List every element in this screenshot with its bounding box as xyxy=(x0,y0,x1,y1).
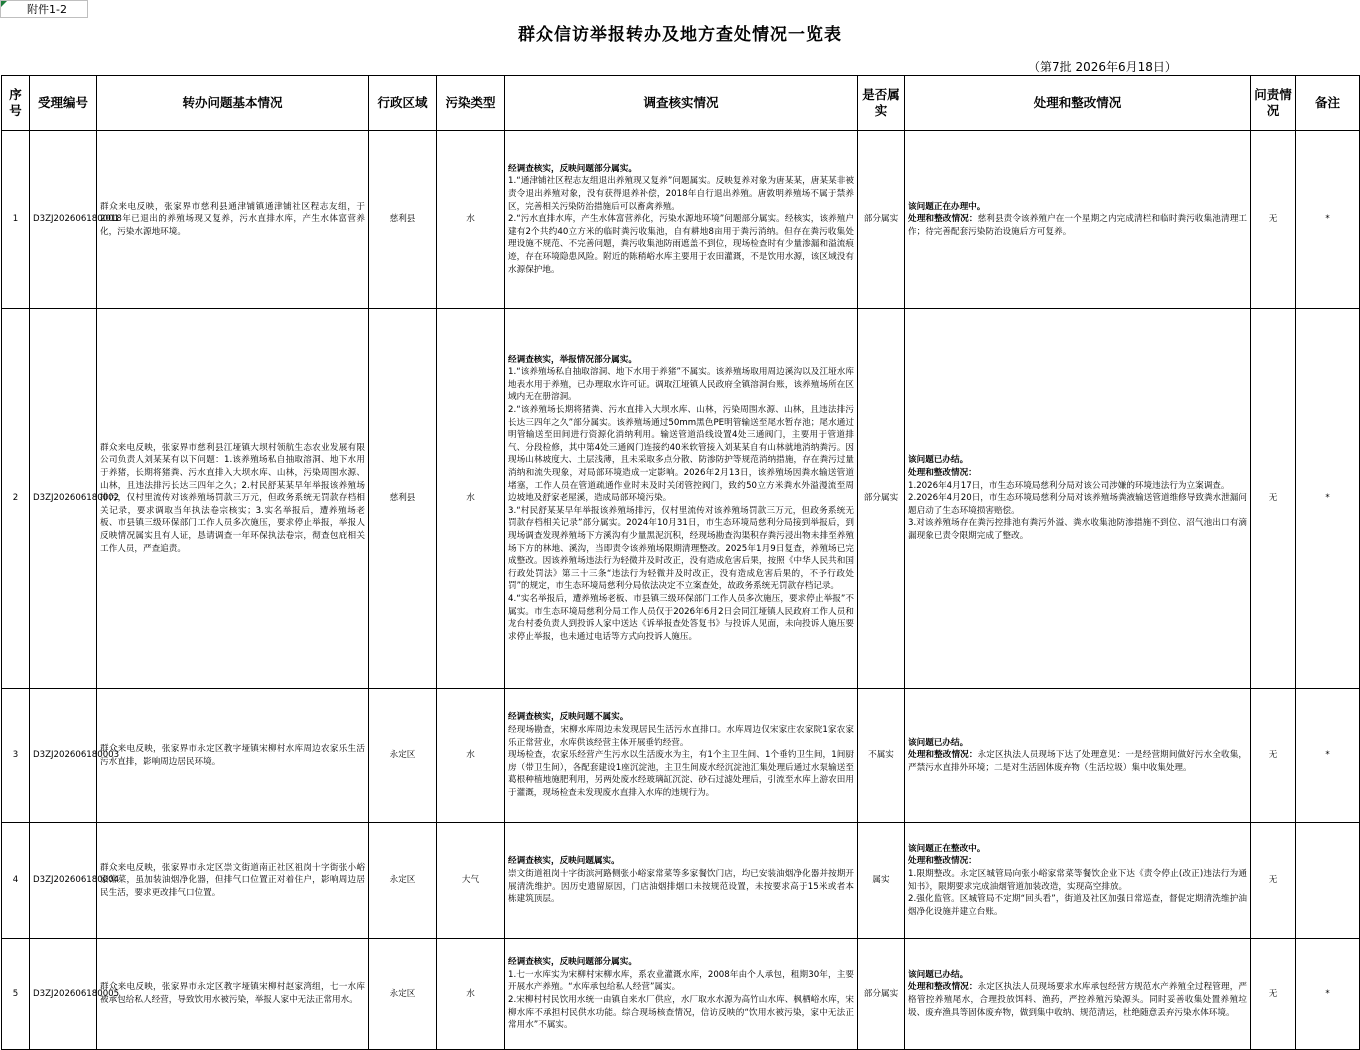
header-pollution: 污染类型 xyxy=(437,76,505,131)
handling-body: 永定区执法人员现场要求水库承包经营方规范水产养殖全过程管理，严格管控养殖尾水，合理投放饵料、渔药，严控养殖污染源头。同时妥善收集处置养殖垃圾、废弃渔具等固体废弃物，做到集中收纳、规范清运，杜绝随意丢弃污染水体环境。 xyxy=(908,982,1247,1018)
issue-cell[interactable]: 群众来电反映，张家界市永定区教字垭镇宋柳村赵家湾组，七一水库被承包给私人经营，导致饮用水被污染，举报人家中无法正常用水。 xyxy=(97,939,369,1050)
handling-text xyxy=(908,981,1247,1019)
handling-cell[interactable] xyxy=(905,689,1251,823)
pollution-cell[interactable]: 水 xyxy=(437,689,505,823)
header-row xyxy=(2,76,1360,131)
handling-cell[interactable] xyxy=(905,823,1251,939)
region-cell[interactable]: 永定区 xyxy=(369,939,437,1050)
investigation-text: 4.“实名举报后，遭养殖场老板、市县镇三级环保部门工作人员多次施压，要求停止举报”不属实。市生态环境局慈利分局工作人员仅于2026年6月2日会同江垭镇人民政府工作人员和龙台村委负责人到投诉人家中送达《诉举报查处答复书》与投诉人见面，未向投诉人施压要求停止举报，也未通过电话等方式向投诉人施压。 xyxy=(508,593,854,642)
seq-cell[interactable]: 3 xyxy=(2,689,30,823)
pollution-cell[interactable]: 水 xyxy=(437,131,505,309)
seq-cell[interactable]: 2 xyxy=(2,309,30,689)
investigation-text: 2.宋柳村村民饮用水统一由镇自来水厂供应，水厂取水水源为高竹山水库、枫栖峪水库，宋柳水库不承担村民供水功能。综合现场核查情况，信访反映的“饮用水被污染，家中无法正常用水”不属实。 xyxy=(508,995,854,1031)
issue-cell[interactable]: 群众来电反映，张家界市慈利县江垭镇大坝村领航生态农业发展有限公司负责人刘某某有以下问题：1.该养殖场私自抽取溶洞、地下水用于养猪，长期将猪粪、污水直排入大坝水库、山林，污染周围水源、山林，且违法排污长达三四年之久；2.村民舒某某早年举报该养殖场排污，仅村里流传对该养殖场罚款三万元，但政务系统无罚款存档相关记录，要求调取当年执法卷宗核实；3.实名举报后，遭养殖场老板、市县镇三级环保部门工作人员多次施压，要求停止举报，举报人反映情况属实且有人证，恳请调查一年环保执法卷宗，彻查包庇相关工作人员，严查追责。 xyxy=(97,309,369,689)
verified-cell[interactable]: 属实 xyxy=(858,823,905,939)
header-handling: 处理和整改情况 xyxy=(905,76,1251,131)
handling-body: 慈利县责令该养殖户在一个星期之内完成清栏和临时粪污收集池清理工作；待完善配套污染防治设施后方可复养。 xyxy=(908,214,1247,237)
remarks-cell[interactable]: * xyxy=(1296,939,1360,1050)
handling-label: 处理和整改情况： xyxy=(908,468,977,479)
investigation-text: 1.“通津铺社区程志友组退出养殖现又复养”问题属实。反映复养对象为唐某某，唐某某非被责令退出养殖对象，没有获得退养补偿，2018年自行退出养殖。唐敦明养殖场不属于禁养区，完善相关污染防治措施后可以畜禽养殖。 xyxy=(508,176,854,212)
id-cell[interactable]: D3ZJ202606180003 xyxy=(30,689,97,823)
investigation-head: 经调查核实，反映问题部分属实。 xyxy=(508,163,637,174)
remarks-cell[interactable] xyxy=(1296,823,1360,939)
region-cell[interactable]: 永定区 xyxy=(369,823,437,939)
region-cell[interactable]: 慈利县 xyxy=(369,131,437,309)
verified-cell[interactable]: 部分属实 xyxy=(858,939,905,1050)
investigation-text: 经现场勘查，宋柳水库周边未发现居民生活污水直排口。水库周边仅宋家庄农家院1家农家乐正常营业，水库供该经营主体开展垂钓经营。 xyxy=(508,725,854,748)
handling-head: 该问题已办结。 xyxy=(908,455,969,466)
pollution-cell[interactable]: 水 xyxy=(437,939,505,1050)
handling-head: 该问题已办结。 xyxy=(908,969,969,980)
investigation-cell[interactable] xyxy=(505,689,858,823)
investigation-cell[interactable] xyxy=(505,939,858,1050)
issue-cell[interactable]: 群众来电反映，张家界市慈利县通津铺镇通津铺社区程志友组，于2018年已退出的养殖场现又复养，污水直排水库，产生水体富营养化，污染水源地环境。 xyxy=(97,131,369,309)
handling-text: 2.强化监管。区城管局不定期“回头看”，街道及社区加强日常巡查，督促定期清洗维护油烟净化设施并建立台账。 xyxy=(908,894,1247,917)
header-verified: 是否属实 xyxy=(858,76,905,131)
pollution-cell[interactable]: 大气 xyxy=(437,823,505,939)
handling-text: 3.对该养殖场存在粪污控排池有粪污外溢、粪水收集池防渗措施不到位、沼气池出口有滴漏现象已责令限期完成了整改。 xyxy=(908,518,1247,541)
report-table xyxy=(1,75,1360,1050)
handling-label: 处理和整改情况： xyxy=(908,856,977,867)
handling-text xyxy=(908,467,1247,480)
investigation-text: 1.“该养殖场私自抽取溶洞、地下水用于养猪”不属实。该养殖场取用周边溪沟以及江垭水库地表水用于养殖，已办理取水许可证。调取江垭镇人民政府全镇溶洞台账，该养殖场所在区域内无在册溶洞。 xyxy=(508,367,854,403)
handling-text: 1.限期整改。永定区城管局向张小峪家常菜等餐饮企业下达《责令停止(改正)违法行为通知书》，限期要求完成油烟管道加装改造，实现高空排放。 xyxy=(908,868,1247,892)
verified-cell[interactable]: 不属实 xyxy=(858,689,905,823)
investigation-head: 经调查核实，反映问题部分属实。 xyxy=(508,957,637,968)
handling-text xyxy=(908,213,1247,238)
sheet-tab[interactable] xyxy=(0,0,88,18)
investigation-text: 3.“村民舒某某早年举报该养殖场排污，仅村里流传对该养殖场罚款三万元，但政务系统无罚款存档相关记录”部分属实。2024年10月31日，市生态环境局慈利分局接到举报后，到现场调查发现养殖场下方溪沟有少量黑泥沉积，经现场勘查沟渠积存粪污浸出物未排至养殖场下方的林地、溪沟，当即责令该养殖场限期清理整改。2025年1月9日复查，养殖场已完成整改。因该养殖场违法行为轻微并及时改正，没有造成危害后果，按照《中华人民共和国行政处罚法》第三十三条“违法行为轻微并及时改正，没有造成危害后果的，不予行政处罚”的规定，市生态环境局慈利分局依法决定不立案查处，故政务系统无罚款存档记录。 xyxy=(508,505,854,592)
id-cell[interactable]: D3ZJ202606180004 xyxy=(30,823,97,939)
remarks-cell[interactable]: * xyxy=(1296,309,1360,689)
sheet-tab-label: 附件1-2 xyxy=(27,3,67,16)
handling-cell[interactable] xyxy=(905,939,1251,1050)
issue-cell[interactable]: 群众来电反映，张家界市永定区教字垭镇宋柳村水库周边农家乐生活污水直排，影响周边居民环境。 xyxy=(97,689,369,823)
investigation-cell[interactable] xyxy=(505,131,858,309)
seq-cell[interactable]: 1 xyxy=(2,131,30,309)
region-cell[interactable]: 慈利县 xyxy=(369,309,437,689)
header-id: 受理编号 xyxy=(30,76,97,131)
investigation-text: 2.“污水直排水库，产生水体富营养化，污染水源地环境”问题部分属实。经核实，该养殖户建有2个共约40立方米的临时粪污收集池，自有耕地8亩用于粪污消纳。但存在粪污收集处理设施不规范、不完善问题，粪污收集池防雨遮盖不到位，现场检查时有少量渗漏和溢流痕迹，存在环境隐患风险。附近的陈稍峪水库主要用于农田灌溉，不是饮用水源，该区域没有水源保护地。 xyxy=(508,214,854,275)
seq-cell[interactable]: 5 xyxy=(2,939,30,1050)
table-row xyxy=(2,939,1360,1050)
handling-cell[interactable] xyxy=(905,131,1251,309)
handling-head: 该问题正在办理中。 xyxy=(908,201,986,212)
seq-cell[interactable]: 4 xyxy=(2,823,30,939)
header-issue: 转办问题基本情况 xyxy=(97,76,369,131)
investigation-head: 经调查核实，反映问题不属实。 xyxy=(508,712,629,723)
investigation-text: 2.“该养殖场长期将猪粪、污水直排入大坝水库、山林，污染周围水源、山林，且违法排污长达三四年之久”部分属实。该养殖场通过50mm黑色PE明管输送至尾水暂存池；尾水通过明管输送至田间进行资源化消纳利用。输送管道沿线设置4处三通阀门，主要用于管道排气、分段检修，其中第4处三通阀门连接约40米软管接入刘某某自有山林就地消纳粪污。因现场山林坡度大、土层浅薄，且未采取多点分散、防渗防护等规范消纳措施，存在粪污过量消纳和流失现象，对局部环境造成一定影响。2026年2月13日，该养殖场因粪水输送管道堵塞，工作人员在管道疏通作业时未及时关闭管控阀门，致约50立方米粪水外溢漫流至周边坡地及舒家老屋溪，造成局部环境污染。 xyxy=(508,405,854,504)
investigation-head: 经调查核实，举报情况部分属实。 xyxy=(508,354,637,365)
accountability-cell[interactable]: 无 xyxy=(1251,939,1296,1050)
cell-corner-marker xyxy=(1,1,7,7)
investigation-text: 1.七一水库实为宋柳村宋柳水库，系农业灌溉水库，2008年由个人承包，租期30年，主要开展水产养殖。“水库承包给私人经营”属实。 xyxy=(508,969,854,993)
region-cell[interactable]: 永定区 xyxy=(369,689,437,823)
batch-info: （第7批 2026年6月18日） xyxy=(1028,60,1177,74)
table-row xyxy=(2,309,1360,689)
investigation-head: 经调查核实，反映问题属实。 xyxy=(508,856,620,867)
investigation-text: 崇文街道祖岗十字街滨河路侧张小峪家常菜等多家餐饮门店，均已安装油烟净化器并按期开展清洗维护。因历史遗留原因，门店油烟排烟口未按规范设置，未按要求高于15米或者本栋建筑顶层。 xyxy=(508,868,854,905)
handling-body: 永定区执法人员现场下达了处理意见：一是经营期间做好污水全收集，严禁污水直排外环境；二是对生活固体废弃物（生活垃圾）集中收集处理。 xyxy=(908,750,1247,773)
handling-head: 该问题正在整改中。 xyxy=(908,843,986,854)
handling-head: 该问题已办结。 xyxy=(908,737,969,748)
header-remarks: 备注 xyxy=(1296,76,1360,131)
handling-text xyxy=(908,855,1247,868)
handling-label: 处理和整改情况： xyxy=(908,982,978,993)
investigation-cell[interactable] xyxy=(505,823,858,939)
header-accountability: 问责情况 xyxy=(1251,76,1296,131)
handling-label: 处理和整改情况： xyxy=(908,750,978,761)
handling-text xyxy=(908,749,1247,774)
accountability-cell[interactable]: 无 xyxy=(1251,689,1296,823)
handling-cell[interactable] xyxy=(905,309,1251,689)
table-row xyxy=(2,689,1360,823)
remarks-cell[interactable]: * xyxy=(1296,131,1360,309)
header-investigation: 调查核实情况 xyxy=(505,76,858,131)
page-title: 群众信访举报转办及地方查处情况一览表 xyxy=(518,25,842,45)
pollution-cell[interactable]: 水 xyxy=(437,309,505,689)
handling-text: 2.2026年4月20日，市生态环境局慈利分局对该养殖场粪液输送管道维修导致粪水泄漏问题启动了生态环境损害赔偿。 xyxy=(908,493,1247,516)
issue-cell[interactable]: 群众来电反映，张家界市永定区崇文街道南正社区祖岗十字街张小峪家常菜，虽加装油烟净化器，但排气口位置正对着住户，影响周边居民生活，要求更改排气口位置。 xyxy=(97,823,369,939)
investigation-text: 现场检查，农家乐经营产生污水以生活废水为主，有1个主卫生间、1个垂钓卫生间，1间厨房（带卫生间），各配套建设1座沉淀池，主卫生间废水经沉淀池汇集处理后通过水泵输送至葛根种植地施肥利用，另两处废水经玻璃缸沉淀、砂石过滤处理后，引流至水库上游农田用于灌溉，现场检查未发现废水直排入水库的违规行为。 xyxy=(508,750,854,798)
verified-cell[interactable]: 部分属实 xyxy=(858,309,905,689)
id-cell[interactable]: D3ZJ202606180002 xyxy=(30,309,97,689)
header-seq: 序号 xyxy=(2,76,30,131)
accountability-cell[interactable]: 无 xyxy=(1251,823,1296,939)
accountability-cell[interactable]: 无 xyxy=(1251,131,1296,309)
table-row xyxy=(2,131,1360,309)
header-region: 行政区域 xyxy=(369,76,437,131)
handling-text: 1.2026年4月17日，市生态环境局慈利分局对该公司涉嫌的环境违法行为立案调查。 xyxy=(908,480,1230,491)
handling-label: 处理和整改情况： xyxy=(908,214,978,225)
table-row xyxy=(2,823,1360,939)
accountability-cell[interactable]: 无 xyxy=(1251,309,1296,689)
remarks-cell[interactable]: * xyxy=(1296,689,1360,823)
id-cell[interactable]: D3ZJ202606180001 xyxy=(30,131,97,309)
investigation-cell[interactable] xyxy=(505,309,858,689)
verified-cell[interactable]: 部分属实 xyxy=(858,131,905,309)
id-cell[interactable]: D3ZJ202606180005 xyxy=(30,939,97,1050)
